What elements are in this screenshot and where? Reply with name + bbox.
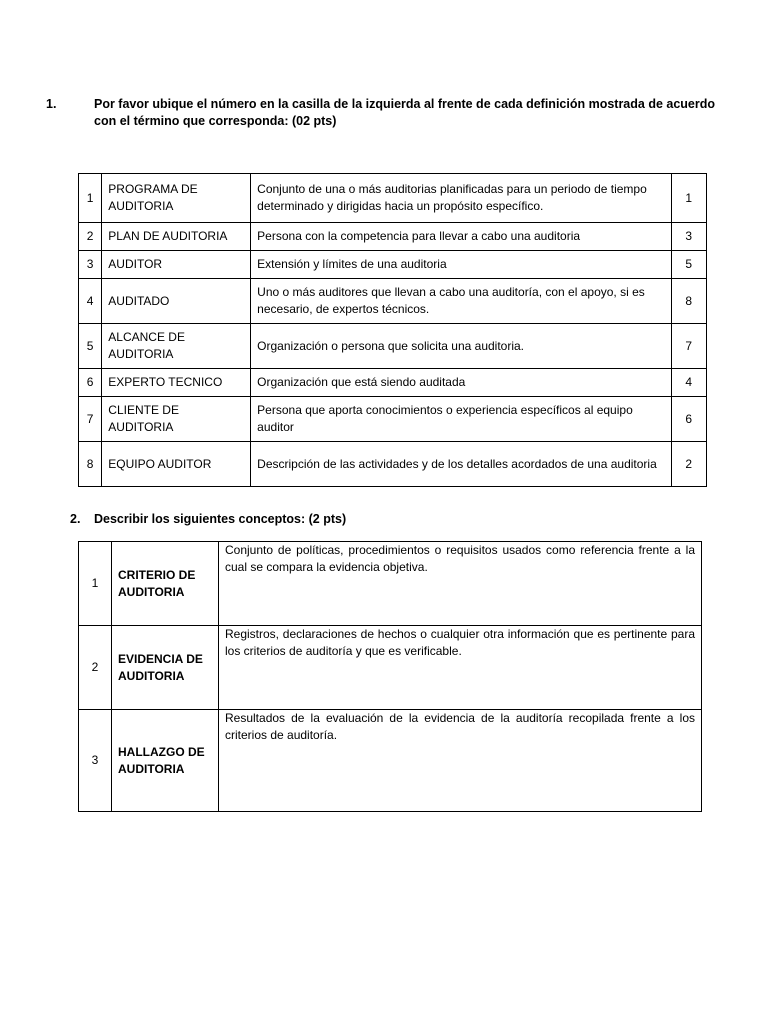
table-row — [79, 369, 707, 397]
question-2-number: 2. — [70, 512, 81, 526]
answer-cell[interactable]: 3 — [671, 223, 706, 251]
definition-cell: Persona con la competencia para llevar a cabo una auditoria — [251, 223, 671, 251]
table-row — [79, 710, 702, 812]
question-1-text: Por favor ubique el número en la casilla de la izquierda al frente de cada definición mostrada de acuerdo con el término que corresponda: (02 pts) — [94, 97, 716, 128]
row-number: 2 — [79, 626, 112, 710]
concept-description[interactable]: Registros, declaraciones de hechos o cualquier otra información que es pertinente para los criterios de auditoría y que es verificable. — [219, 626, 702, 710]
concept-description[interactable]: Resultados de la evaluación de la evidencia de la auditoría recopilada frente a los criterios de auditoría. — [219, 710, 702, 812]
term-cell: EXPERTO TECNICO — [102, 369, 251, 397]
term-cell: PLAN DE AUDITORIA — [102, 223, 251, 251]
answer-cell[interactable]: 6 — [671, 397, 706, 442]
definition-cell: Extensión y límites de una auditoria — [251, 251, 671, 279]
definition-cell: Conjunto de una o más auditorias planificadas para un periodo de tiempo determinado y dirigidas hacia un propósito específico. — [251, 174, 671, 223]
question-2-text: Describir los siguientes conceptos: (2 pts) — [94, 512, 347, 526]
table-row — [79, 223, 707, 251]
term-cell: AUDITOR — [102, 251, 251, 279]
term-cell: PROGRAMA DE AUDITORIA — [102, 174, 251, 223]
concept-description[interactable]: Conjunto de políticas, procedimientos o requisitos usados como referencia frente a la cual se compara la evidencia objetiva. — [219, 542, 702, 626]
answer-cell[interactable]: 5 — [671, 251, 706, 279]
term-cell: CLIENTE DE AUDITORIA — [102, 397, 251, 442]
table-row — [79, 626, 702, 710]
definition-cell: Organización que está siendo auditada — [251, 369, 671, 397]
definition-cell: Descripción de las actividades y de los detalles acordados de una auditoria — [251, 442, 671, 487]
definition-cell: Organización o persona que solicita una auditoria. — [251, 324, 671, 369]
answer-cell[interactable]: 4 — [671, 369, 706, 397]
question-2-title — [70, 511, 740, 528]
answer-cell[interactable]: 7 — [671, 324, 706, 369]
row-number: 6 — [79, 369, 102, 397]
row-number: 2 — [79, 223, 102, 251]
row-number: 3 — [79, 710, 112, 812]
row-number: 7 — [79, 397, 102, 442]
answer-cell[interactable]: 1 — [671, 174, 706, 223]
definition-cell: Persona que aporta conocimientos o experiencia específicos al equipo auditor — [251, 397, 671, 442]
row-number: 1 — [79, 174, 102, 223]
answer-cell[interactable]: 2 — [671, 442, 706, 487]
row-number: 3 — [79, 251, 102, 279]
answer-cell[interactable]: 8 — [671, 279, 706, 324]
concepts-table — [78, 541, 702, 812]
concept-term: EVIDENCIA DE AUDITORIA — [112, 626, 219, 710]
table-row — [79, 542, 702, 626]
table-row — [79, 324, 707, 369]
table-row — [79, 174, 707, 223]
question-1-number: 1. — [46, 97, 57, 111]
concept-term: CRITERIO DE AUDITORIA — [112, 542, 219, 626]
table-row — [79, 279, 707, 324]
row-number: 4 — [79, 279, 102, 324]
table-row — [79, 442, 707, 487]
term-cell: ALCANCE DE AUDITORIA — [102, 324, 251, 369]
table-row — [79, 251, 707, 279]
row-number: 5 — [79, 324, 102, 369]
term-cell: EQUIPO AUDITOR — [102, 442, 251, 487]
table-row — [79, 397, 707, 442]
definition-cell: Uno o más auditores que llevan a cabo una auditoría, con el apoyo, si es necesario, de expertos técnicos. — [251, 279, 671, 324]
row-number: 1 — [79, 542, 112, 626]
term-cell: AUDITADO — [102, 279, 251, 324]
question-1-title — [46, 96, 740, 130]
matching-table — [78, 173, 707, 487]
concept-term: HALLAZGO DE AUDITORIA — [112, 710, 219, 812]
row-number: 8 — [79, 442, 102, 487]
